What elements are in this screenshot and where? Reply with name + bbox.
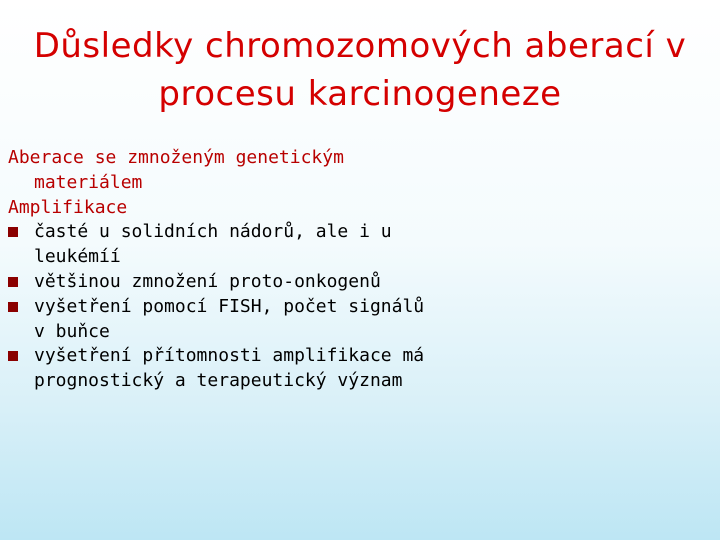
bullet-item-1-continuation: leukémíí [34, 246, 121, 268]
square-bullet-icon [8, 351, 18, 361]
bullet-item-4-line-1: vyšetření přítomnosti amplifikace má [34, 345, 425, 367]
bullet-item-2-line-1: většinou zmnožení proto-onkogenů [34, 270, 381, 292]
slide-title-line-2: procesu karcinogeneze [158, 74, 562, 114]
slide-title [0, 22, 720, 118]
slide-content [8, 146, 508, 394]
bullet-item-3 [8, 295, 508, 320]
slide-title-line-1: Důsledky chromozomových aberací v [33, 26, 687, 66]
bullet-item-4 [8, 344, 508, 369]
section-heading-line-2: materiálem [34, 171, 143, 193]
square-bullet-icon [8, 227, 18, 237]
subheading-amplifikace: Amplifikace [8, 196, 128, 218]
bullet-item-4-continuation: prognostický a terapeutický význam [34, 370, 403, 392]
square-bullet-icon [8, 277, 18, 287]
square-bullet-icon [8, 302, 18, 312]
section-heading-line-1: Aberace se zmnoženým genetickým [8, 147, 344, 168]
bullet-item-1 [8, 220, 508, 245]
bullet-item-3-line-1: vyšetření pomocí FISH, počet signálů [34, 295, 425, 317]
bullet-item-1-line-1: časté u solidních nádorů, ale i u [34, 221, 392, 243]
bullet-item-3-continuation: v buňce [34, 320, 110, 342]
bullet-item-2 [8, 270, 508, 295]
